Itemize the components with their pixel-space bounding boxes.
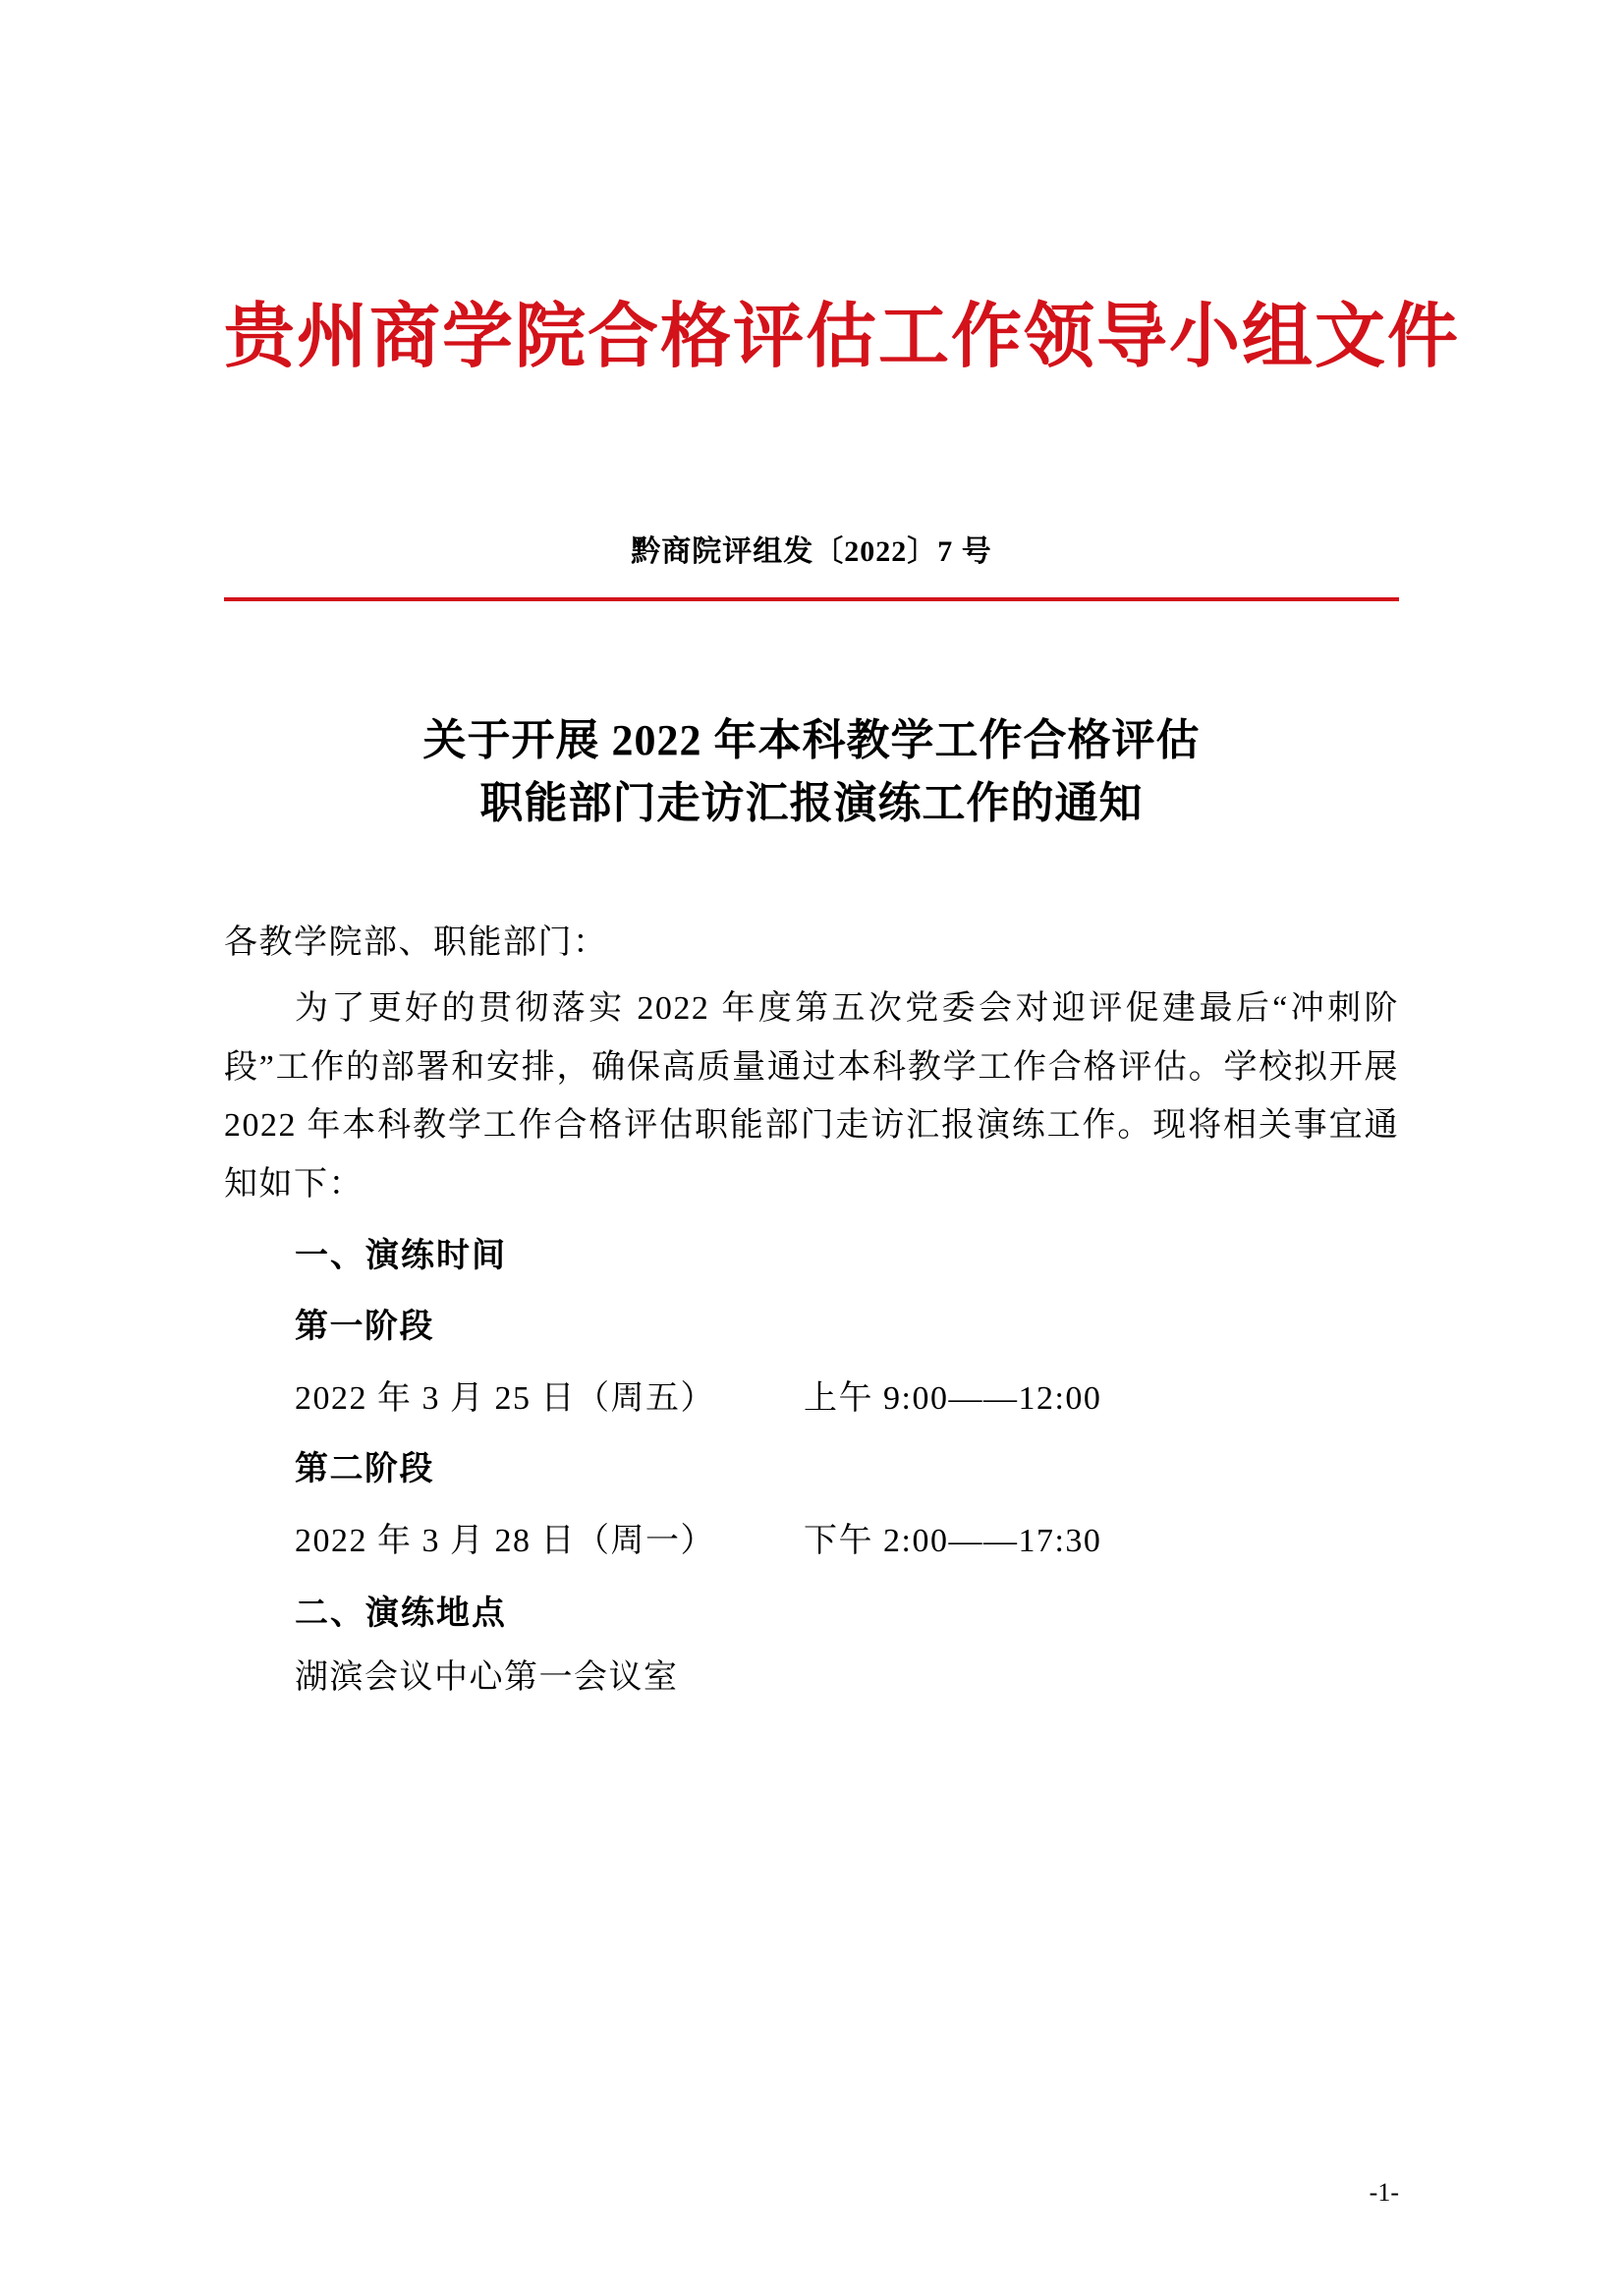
- stage-one-time: 上午 9:00——12:00: [804, 1380, 1102, 1418]
- document-subject: [224, 709, 1399, 835]
- salutation: 各教学院部、职能部门：: [224, 924, 608, 961]
- intro-paragraph: 为了更好的贯彻落实 2022 年度第五次党委会对迎评促建最后“冲刺阶段”工作的部署和安排，确保高质量通过本科教学工作合格评估。学校拟开展 2022 年本科教学工作合格评估职能部门走访汇报演练工作。现将相关事宜通知如下：: [224, 990, 1399, 1203]
- venue-text: 湖滨会议中心第一会议室: [295, 1659, 679, 1697]
- red-divider-rule: [224, 597, 1399, 601]
- page-number: -1-: [1369, 2178, 1399, 2207]
- stage-one-date: 2022 年 3 月 25 日（周五）: [295, 1380, 715, 1418]
- section-one-heading: 一、演练时间: [295, 1238, 507, 1275]
- subject-line-2: 职能部门走访汇报演练工作的通知: [479, 779, 1144, 828]
- subject-line-1: 关于开展 2022 年本科教学工作合格评估: [422, 716, 1201, 765]
- stage-two-schedule: [224, 1512, 1399, 1571]
- stage-one-schedule: [224, 1370, 1399, 1428]
- section-two-heading: 二、演练地点: [295, 1595, 507, 1632]
- document-number: 黔商院评组发〔2022〕7 号: [631, 535, 992, 569]
- stage-one-label: 第一阶段: [295, 1308, 434, 1345]
- stage-two-date: 2022 年 3 月 28 日（周一）: [295, 1523, 715, 1560]
- stage-two-time: 下午 2:00——17:30: [804, 1523, 1102, 1560]
- stage-two-label: 第二阶段: [295, 1450, 434, 1487]
- document-header-title: 贵州商学院合格评估工作领导小组文件: [224, 298, 1461, 376]
- document-content: [224, 0, 1461, 2296]
